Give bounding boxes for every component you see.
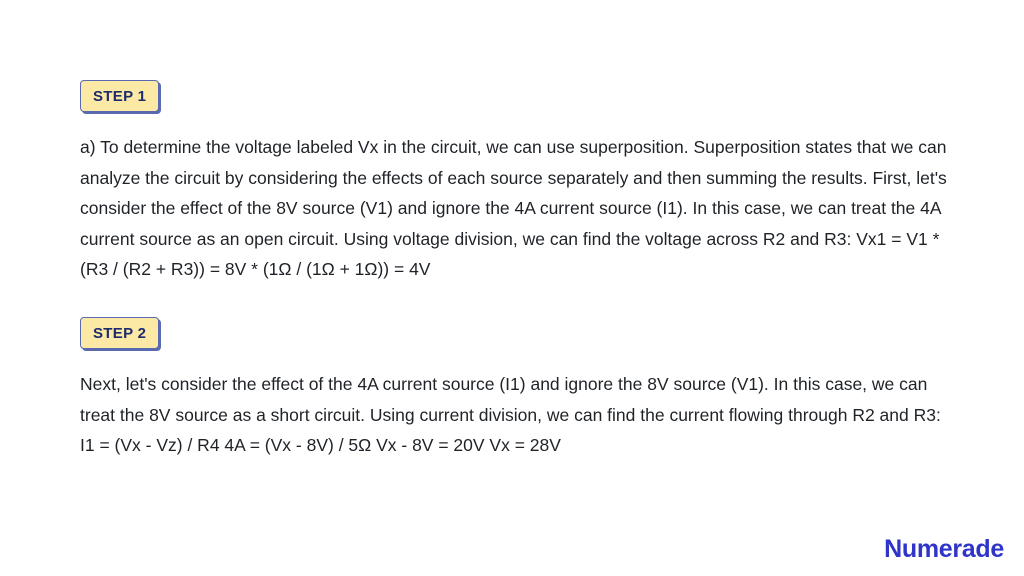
step-2-badge: STEP 2 [80, 317, 159, 349]
step-1-badge: STEP 1 [80, 80, 159, 112]
numerade-logo: Numerade [884, 535, 1004, 563]
step-1-text: a) To determine the voltage labeled Vx in the circuit, we can use superposition. Superposition states that we can analyze the circuit by considering the effects of each source separately and then summing the results. First, let's consider the effect of the 8V source (V1) and ignore the 4A current source (I1). In this case, we can treat the 4A current source as an open circuit. Using voltage division, we can find the voltage across R2 and R3: Vx1 = V1 * (R3 / (R2 + R3)) = 8V * (1Ω / (1Ω + 1Ω)) = 4V [80, 137, 947, 279]
step-2-text: Next, let's consider the effect of the 4A current source (I1) and ignore the 8V source (V1). In this case, we can treat the 8V source as a short circuit. Using current division, we can find the current flowing through R2 and R3: I1 = (Vx - Vz) / R4 4A = (Vx - 8V) / 5Ω Vx - 8V = 20V Vx = 28V [80, 374, 941, 455]
